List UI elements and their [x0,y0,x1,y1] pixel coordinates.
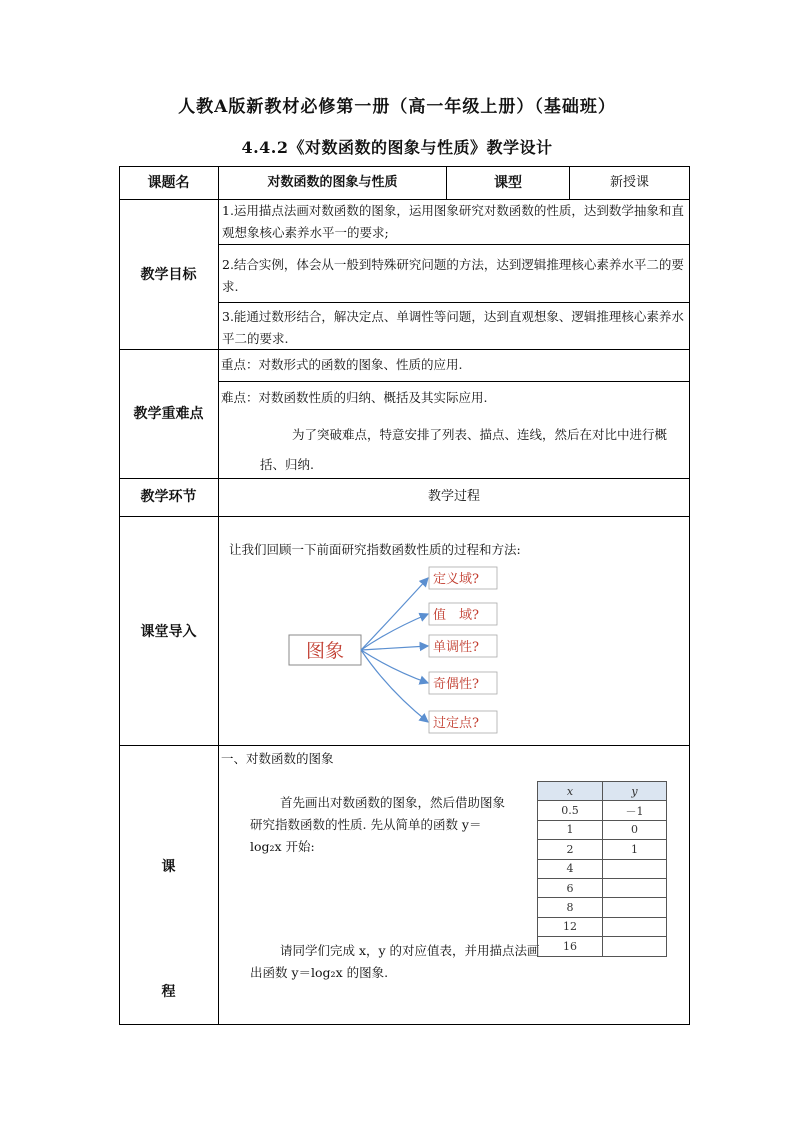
keypoints-label: 教学重难点 [133,406,204,422]
y-cell[interactable] [603,917,667,936]
x-cell: 6 [538,878,603,897]
focus-text: 重点：对数形式的函数的图象、性质的应用. [221,357,463,372]
lesson-label-bottom: 程 [161,984,176,1000]
document-subtitle: 4.4.2《对数函数的图象与性质》教学设计 [241,138,553,157]
table-row [538,917,667,936]
x-cell: 8 [538,898,603,917]
xy-value-table [537,781,667,957]
lesson-label-top: 课 [161,859,176,875]
table-header-y: y [603,782,667,801]
topic-label: 课题名 [147,175,190,191]
lesson-para-1: 首先画出对数函数的图象，然后借助图象研究指数函数的性质. 先从简单的函数 y＝log₂x 开始: [250,795,506,854]
document-title: 人教A版新教材必修第一册（高一年级上册）（基础班） [178,97,616,117]
strategy-text: 为了突破难点，特意安排了列表、描点、连线，然后在对比中进行概括、归纳. [260,427,668,472]
x-cell: 2 [538,840,603,859]
objective-item-3: 3.能通过数形结合，解决定点、单调性等问题，达到直观想象、逻辑推理核心素养水平二的要求. [222,309,684,346]
objective-item-1: 1.运用描点法画对数函数的图象，运用图象研究对数函数的性质，达到数学抽象和直观想象核心素养水平一的要求; [222,203,684,240]
branch-fixed-point: 过定点? [433,716,479,731]
y-cell[interactable] [603,859,667,878]
branch-monotonic: 单调性? [433,640,479,655]
type-value: 新授课 [609,175,649,190]
y-cell[interactable]: 0 [603,820,667,839]
difficulty-text: 难点：对数函数性质的归纳、概括及其实际应用. [221,390,488,405]
objective-item-2: 2.结合实例，体会从一般到特殊研究问题的方法，达到逻辑推理核心素养水平二的要求. [222,257,684,294]
x-cell: 0.5 [538,801,603,820]
center-label: 图象 [305,640,345,662]
table-row [538,840,667,859]
y-cell[interactable] [603,898,667,917]
table-header-x: x [538,782,603,801]
section-title: 一、对数函数的图象 [221,751,334,766]
x-cell: 4 [538,859,603,878]
branch-domain: 定义域? [433,572,479,587]
x-cell: 16 [538,937,603,956]
table-row [538,859,667,878]
topic-value: 对数函数的图象与性质 [267,175,398,190]
intro-label: 课堂导入 [140,624,197,640]
table-row [538,898,667,917]
branch-range: 值 域? [433,608,479,623]
intro-prompt: 让我们回顾一下前面研究指数函数性质的过程和方法: [229,542,521,557]
y-cell[interactable]: 1 [603,840,667,859]
y-cell[interactable] [603,937,667,956]
process-label: 教学环节 [140,489,197,505]
objectives-label: 教学目标 [140,267,197,283]
process-value: 教学过程 [427,489,480,504]
table-row [538,801,667,820]
table-row [538,937,667,956]
table-row [538,878,667,897]
type-label: 课型 [494,175,522,191]
y-cell[interactable] [603,878,667,897]
branch-parity: 奇偶性? [433,677,479,692]
lesson-para-2: 请同学们完成 x，y 的对应值表，并用描点法画出函数 y＝log₂x 的图象. [250,943,540,980]
x-cell: 1 [538,820,603,839]
y-cell[interactable]: －1 [603,801,667,820]
table-row [538,820,667,839]
x-cell: 12 [538,917,603,936]
